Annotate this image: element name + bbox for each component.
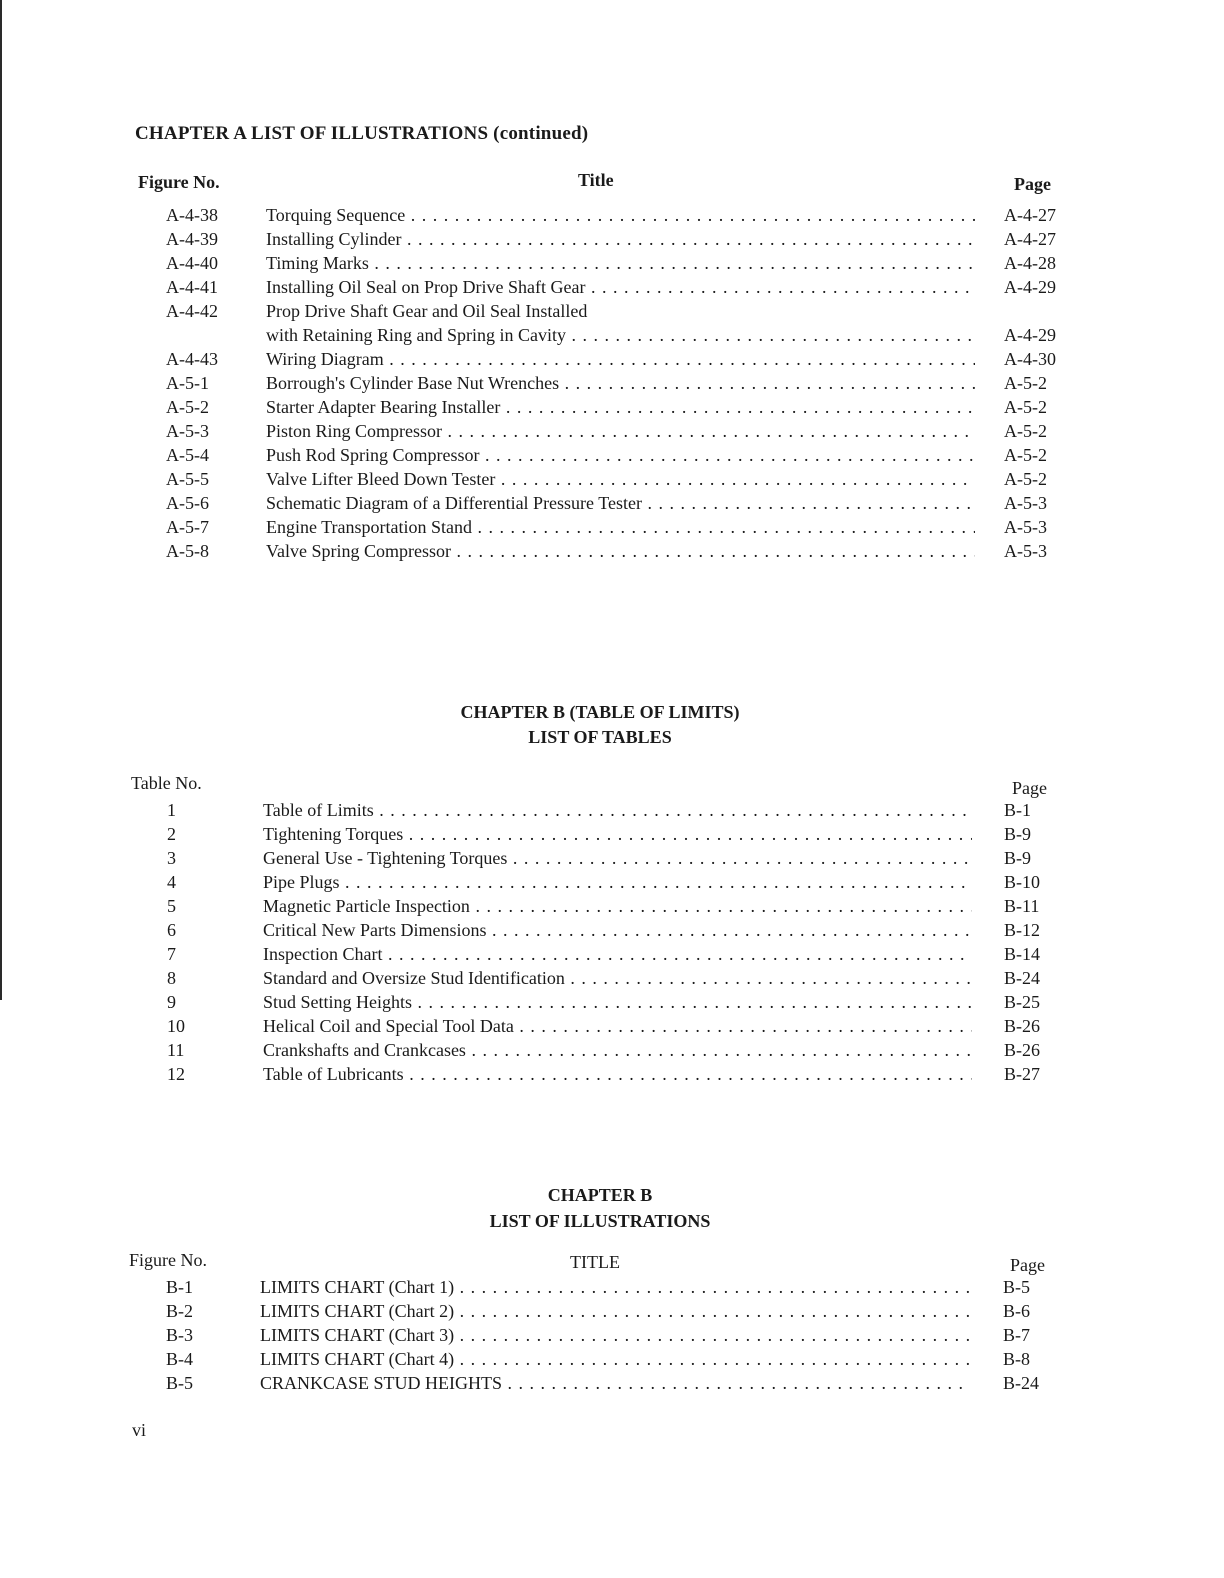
item-number: A-5-2 <box>166 397 209 417</box>
page-header: Page <box>1010 1255 1045 1275</box>
item-title: Critical New Parts Dimensions . . . <box>263 918 972 942</box>
item-title: CRANKCASE STUD HEIGHTS . . . <box>260 1371 970 1395</box>
list-item <box>0 1299 1224 1323</box>
item-page: A-4-29 <box>1004 277 1056 297</box>
item-number: A-4-41 <box>166 277 218 297</box>
item-page: A-4-30 <box>1004 349 1056 369</box>
item-title: Valve Lifter Bleed Down Tester . . . <box>266 467 975 491</box>
list-item <box>0 1014 1224 1038</box>
list-item <box>0 347 1224 371</box>
page-header: Page <box>1012 778 1047 798</box>
item-number: A-4-42 <box>166 301 218 321</box>
list-item <box>0 227 1224 251</box>
item-title: Standard and Oversize Stud Identification . . . <box>263 966 972 990</box>
list-item <box>0 251 1224 275</box>
list-item <box>0 515 1224 539</box>
chapter-b-illus-heading-line1: CHAPTER B <box>547 1185 653 1205</box>
item-number: 5 <box>167 896 176 916</box>
item-page: A-5-2 <box>1004 469 1047 489</box>
item-number: 9 <box>167 992 176 1012</box>
item-page: B-27 <box>1004 1064 1040 1084</box>
item-page: B-8 <box>1003 1349 1030 1369</box>
table-no-header: Table No. <box>131 773 202 793</box>
list-item <box>0 942 1224 966</box>
item-title: Helical Coil and Special Tool Data . . . <box>263 1014 972 1038</box>
item-page: B-12 <box>1004 920 1040 940</box>
item-page: B-1 <box>1004 800 1031 820</box>
item-number: 6 <box>167 920 176 940</box>
item-title: Push Rod Spring Compressor . . . <box>266 443 975 467</box>
item-number: B-3 <box>166 1325 193 1345</box>
item-title: Inspection Chart . . . <box>263 942 972 966</box>
item-title: Timing Marks . . . <box>266 251 975 275</box>
figure-no-header: Figure No. <box>138 172 220 192</box>
item-page: A-4-28 <box>1004 253 1056 273</box>
item-page: A-4-27 <box>1004 205 1056 225</box>
item-title: Valve Spring Compressor . . . <box>266 539 975 563</box>
item-number: B-2 <box>166 1301 193 1321</box>
item-number: B-1 <box>166 1277 193 1297</box>
item-title: Prop Drive Shaft Gear and Oil Seal Installed <box>266 301 588 321</box>
figure-no-header: Figure No. <box>129 1250 207 1270</box>
item-number: 3 <box>167 848 176 868</box>
item-number: 7 <box>167 944 176 964</box>
item-number: 12 <box>167 1064 185 1084</box>
item-title: Starter Adapter Bearing Installer . . . <box>266 395 975 419</box>
chapter-a-heading: CHAPTER A LIST OF ILLUSTRATIONS (continued) <box>135 123 589 144</box>
item-number: A-4-40 <box>166 253 218 273</box>
page-number: vi <box>132 1420 147 1440</box>
item-title: Pipe Plugs . . . <box>263 870 972 894</box>
item-page: B-26 <box>1004 1040 1040 1060</box>
item-page: A-5-3 <box>1004 493 1047 513</box>
chapter-b-illus-heading-line2: LIST OF ILLUSTRATIONS <box>489 1211 711 1231</box>
item-number: A-4-38 <box>166 205 218 225</box>
list-item <box>0 1371 1224 1395</box>
list-item <box>0 539 1224 563</box>
list-item <box>0 419 1224 443</box>
item-page: B-6 <box>1003 1301 1030 1321</box>
item-number: A-5-8 <box>166 541 209 561</box>
item-number: A-4-39 <box>166 229 218 249</box>
chapter-a-list <box>0 203 1224 563</box>
list-item <box>0 918 1224 942</box>
list-item <box>0 1347 1224 1371</box>
item-number: A-5-7 <box>166 517 209 537</box>
item-title: LIMITS CHART (Chart 2) . . . <box>260 1299 970 1323</box>
item-title: General Use - Tightening Torques . . . <box>263 846 972 870</box>
list-item <box>0 822 1224 846</box>
item-title: LIMITS CHART (Chart 1) . . . <box>260 1275 970 1299</box>
chapter-b-tables-heading-line1: CHAPTER B (TABLE OF LIMITS) <box>460 702 740 722</box>
item-page: B-26 <box>1004 1016 1040 1036</box>
item-page: B-5 <box>1003 1277 1030 1297</box>
item-page: B-9 <box>1004 824 1031 844</box>
item-number: A-5-1 <box>166 373 209 393</box>
item-page: A-5-2 <box>1004 397 1047 417</box>
item-page: B-24 <box>1004 968 1040 988</box>
item-page: A-5-3 <box>1004 541 1047 561</box>
item-title: Table of Limits . . . <box>263 798 972 822</box>
item-number: A-5-6 <box>166 493 209 513</box>
item-title: LIMITS CHART (Chart 4) . . . <box>260 1347 970 1371</box>
item-page: B-24 <box>1003 1373 1039 1393</box>
item-page: B-11 <box>1004 896 1040 916</box>
list-item <box>0 275 1224 299</box>
list-item <box>0 299 1224 323</box>
item-number: A-5-4 <box>166 445 209 465</box>
item-page: A-5-2 <box>1004 445 1047 465</box>
item-title: Magnetic Particle Inspection . . . <box>263 894 972 918</box>
item-title: Installing Cylinder . . . <box>266 227 975 251</box>
list-item <box>0 371 1224 395</box>
item-title: Piston Ring Compressor . . . <box>266 419 975 443</box>
chapter-b-tables-heading-line2: LIST OF TABLES <box>528 727 672 747</box>
item-title: with Retaining Ring and Spring in Cavity . . . <box>266 323 975 347</box>
list-item <box>0 1323 1224 1347</box>
item-page: A-4-29 <box>1004 325 1056 345</box>
item-number: B-4 <box>166 1349 193 1369</box>
list-item <box>0 203 1224 227</box>
item-title: Borrough's Cylinder Base Nut Wrenches . . . <box>266 371 975 395</box>
item-title: Crankshafts and Crankcases . . . <box>263 1038 972 1062</box>
item-title: Wiring Diagram . . . <box>266 347 975 371</box>
chapter-b-tables-list <box>0 798 1224 1086</box>
item-number: 2 <box>167 824 176 844</box>
item-title: Engine Transportation Stand . . . <box>266 515 975 539</box>
item-title: Tightening Torques . . . <box>263 822 972 846</box>
list-item <box>0 491 1224 515</box>
list-item <box>0 467 1224 491</box>
item-number: A-5-3 <box>166 421 209 441</box>
item-number: B-5 <box>166 1373 193 1393</box>
list-item <box>0 846 1224 870</box>
item-title: LIMITS CHART (Chart 3) . . . <box>260 1323 970 1347</box>
item-number: 11 <box>167 1040 185 1060</box>
item-number: A-4-43 <box>166 349 218 369</box>
list-item <box>0 323 1224 347</box>
item-page: A-5-2 <box>1004 373 1047 393</box>
list-item <box>0 1038 1224 1062</box>
list-item <box>0 870 1224 894</box>
list-item <box>0 990 1224 1014</box>
title-header: Title <box>578 170 614 190</box>
item-page: B-25 <box>1004 992 1040 1012</box>
item-title: Stud Setting Heights . . . <box>263 990 972 1014</box>
item-page: A-5-2 <box>1004 421 1047 441</box>
item-number: 10 <box>167 1016 185 1036</box>
item-title: Torquing Sequence . . . <box>266 203 975 227</box>
item-title: Schematic Diagram of a Differential Pressure Tester . . . <box>266 491 975 515</box>
list-item <box>0 1062 1224 1086</box>
item-number: 4 <box>167 872 176 892</box>
item-page: B-10 <box>1004 872 1040 892</box>
list-item <box>0 395 1224 419</box>
page-header: Page <box>1014 174 1051 194</box>
item-page: A-5-3 <box>1004 517 1047 537</box>
item-number: A-5-5 <box>166 469 209 489</box>
item-number: 8 <box>167 968 176 988</box>
item-page: A-4-27 <box>1004 229 1056 249</box>
list-item <box>0 798 1224 822</box>
item-page: B-14 <box>1004 944 1040 964</box>
chapter-b-illustrations-list <box>0 1275 1224 1395</box>
item-page: B-7 <box>1003 1325 1030 1345</box>
list-item <box>0 894 1224 918</box>
item-title: Table of Lubricants . . . <box>263 1062 972 1086</box>
list-item <box>0 443 1224 467</box>
item-number: 1 <box>167 800 176 820</box>
item-page: B-9 <box>1004 848 1031 868</box>
list-item <box>0 1275 1224 1299</box>
list-item <box>0 966 1224 990</box>
title-header: TITLE <box>570 1252 620 1272</box>
item-title: Installing Oil Seal on Prop Drive Shaft Gear . . . <box>266 275 975 299</box>
